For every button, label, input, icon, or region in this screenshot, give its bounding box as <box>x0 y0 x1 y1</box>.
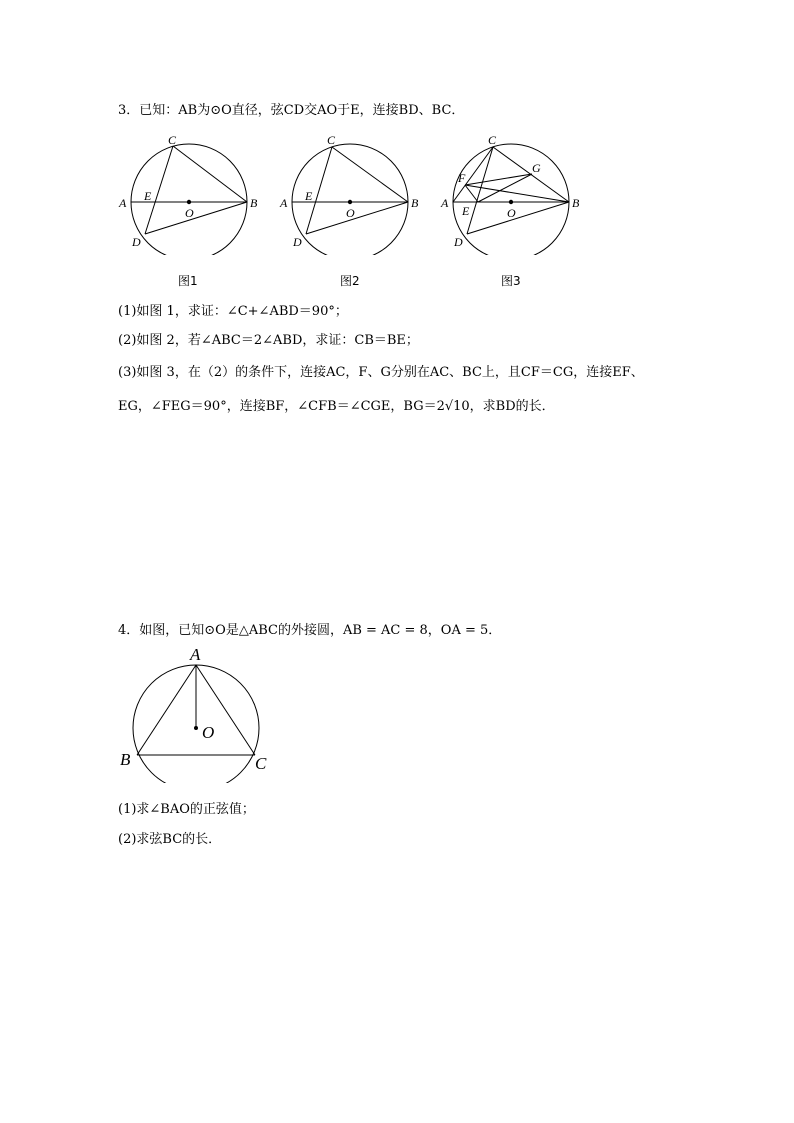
q4-stem: 4．如图，已知⊙O是△ABC的外接圆，AB = AC = 8，OA = 5． <box>118 623 502 638</box>
q3-figure-1 <box>118 130 268 255</box>
label-E: E <box>462 204 470 218</box>
label-O: O <box>507 206 516 220</box>
label-D: D <box>454 235 463 249</box>
q4-part2: (2)求弦BC的长． <box>118 832 222 847</box>
label-B: B <box>250 196 258 210</box>
q3-part2: (2)如图 2，若∠ABC＝2∠ABD，求证：CB＝BE； <box>118 333 419 348</box>
q3-figure-2 <box>279 130 429 255</box>
q3-figure-3 <box>440 130 590 255</box>
label-F: F <box>458 171 466 185</box>
label-C: C <box>488 133 497 147</box>
q3-part3-line1: (3)如图 3，在（2）的条件下，连接AC，F、G分别在AC、BC上，且CF＝CG，连接EF、 <box>118 365 644 380</box>
q3-part3-line2: EG，∠FEG＝90°，连接BF，∠CFB＝∠CGE，BG＝2√10，求BD的长． <box>118 399 555 414</box>
label-C: C <box>327 133 336 147</box>
label-A: A <box>119 196 127 210</box>
label-O: O <box>202 723 215 742</box>
label-A: A <box>190 645 201 664</box>
label-D: D <box>293 235 302 249</box>
label-B: B <box>572 196 580 210</box>
label-E: E <box>144 189 152 203</box>
label-D: D <box>132 235 141 249</box>
q3-part1: (1)如图 1，求证：∠C+∠ABD＝90°； <box>118 304 348 319</box>
label-B: B <box>411 196 419 210</box>
fig3-caption: 图3 <box>501 274 521 288</box>
fig2-caption: 图2 <box>340 274 360 288</box>
q4-part1: (1)求∠BAO的正弦值； <box>118 802 255 817</box>
label-A: A <box>280 196 288 210</box>
label-B: B <box>120 750 131 769</box>
label-C: C <box>168 133 177 147</box>
label-G: G <box>532 161 541 175</box>
label-C: C <box>255 754 267 773</box>
label-A: A <box>441 196 449 210</box>
label-E: E <box>305 189 313 203</box>
fig1-caption: 图1 <box>178 274 198 288</box>
q3-stem: 3．已知：AB为⊙O直径，弦CD交AO于E，连接BD、BC． <box>118 103 465 118</box>
q4-figure <box>112 643 282 783</box>
label-O: O <box>346 206 355 220</box>
label-O: O <box>185 206 194 220</box>
